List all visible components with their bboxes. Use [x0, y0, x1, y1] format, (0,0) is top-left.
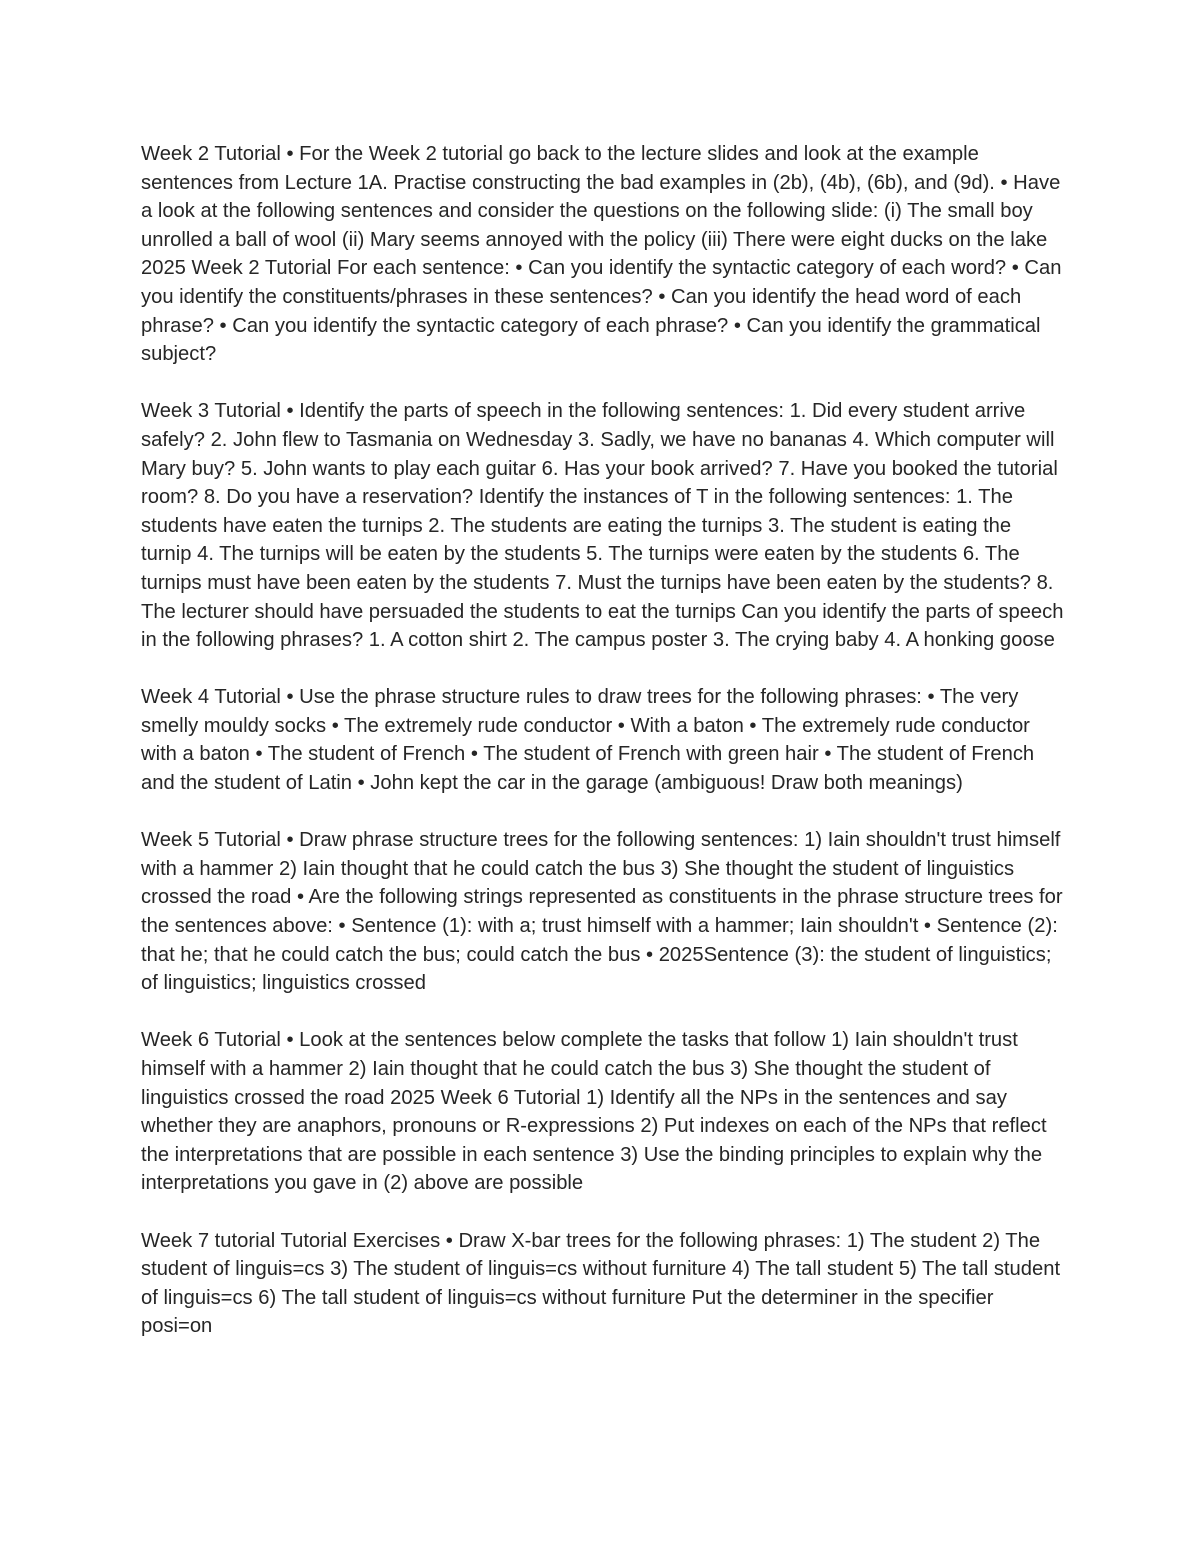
- paragraph-week-6: Week 6 Tutorial • Look at the sentences below complete the tasks that follow 1) Iain shouldn't trust himself with a hammer 2) Iain thought that he could catch the bus 3) She thought the student of linguistics crossed the road 2025 Week 6 Tutorial 1) Identify all the NPs in the sentences and say whether they are anaphors, pronouns or R-expressions 2) Put indexes on each of the NPs that reflect the interpretations that are possible in each sentence 3) Use the binding principles to explain why the interpretations you gave in (2) above are possible: [141, 1029, 1047, 1195]
- paragraph-week-2: Week 2 Tutorial • For the Week 2 tutorial go back to the lecture slides and look at the example sentences from Lecture 1A. Practise constructing the bad examples in (2b), (4b), (6b), and (9d). • Have a look at the following sentences and consider the questions on the following slide: (i) The small boy unrolled a ball of wool (ii) Mary seems annoyed with the policy (iii) There were eight ducks on the lake 2025 Week 2 Tutorial For each sentence: • Can you identify the syntactic category of each word? • Can you identify the constituents/phrases in these sentences? • Can you identify the head word of each phrase? • Can you identify the syntactic category of each phrase? • Can you identify the grammatical subject?: [141, 143, 1062, 366]
- paragraph-week-3: Week 3 Tutorial • Identify the parts of speech in the following sentences: 1. Did every student arrive safely? 2. John flew to Tasmania on Wednesday 3. Sadly, we have no bananas 4. Which computer will Mary buy? 5. John wants to play each guitar 6. Has your book arrived? 7. Have you booked the tutorial room? 8. Do you have a reservation? Identify the instances of T in the following sentences: 1. The students have eaten the turnips 2. The students are eating the turnips 3. The student is eating the turnip 4. The turnips will be eaten by the students 5. The turnips were eaten by the students 6. The turnips must have been eaten by the students 7. Must the turnips have been eaten by the students? 8. The lecturer should have persuaded the students to eat the turnips Can you identify the parts of speech in the following phrases? 1. A cotton shirt 2. The campus poster 3. The crying baby 4. A honking goose: [141, 400, 1064, 652]
- document-body: [141, 140, 1066, 1370]
- paragraph-week-4: Week 4 Tutorial • Use the phrase structure rules to draw trees for the following phrases: • The very smelly mouldy socks • The extremely rude conductor • With a baton • The extremely rude conductor with a baton • The student of French • The student of French with green hair • The student of French and the student of Latin • John kept the car in the garage (ambiguous! Draw both meanings): [141, 686, 1035, 795]
- paragraph-week-7: Week 7 tutorial Tutorial Exercises • Draw X-bar trees for the following phrases: 1) The student 2) The student of linguis=cs 3) The student of linguis=cs without furniture 4) The tall student 5) The tall student of linguis=cs 6) The tall student of linguis=cs without furniture Put the determiner in the specifier posi=on: [141, 1229, 1061, 1338]
- paragraph-week-5: Week 5 Tutorial • Draw phrase structure trees for the following sentences: 1) Iain shouldn't trust himself with a hammer 2) Iain thought that he could catch the bus 3) She thought the student of linguistics crossed the road • Are the following strings represented as constituents in the phrase structure trees for the sentences above: • Sentence (1): with a; trust himself with a hammer; Iain shouldn't • Sentence (2): that he; that he could catch the bus; could catch the bus • 2025Sentence (3): the student of linguistics; of linguistics; linguistics crossed: [141, 829, 1063, 995]
